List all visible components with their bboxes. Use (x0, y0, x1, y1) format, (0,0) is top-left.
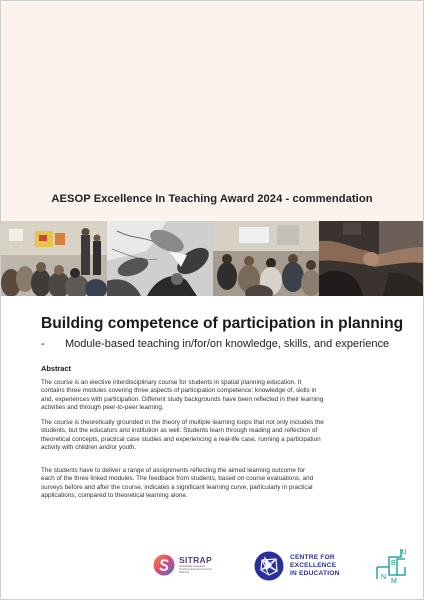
header-band (1, 1, 423, 221)
text-line: and, experiences with participation. Different study backgrounds have been reflected in their learning (41, 395, 324, 403)
subtitle (41, 338, 389, 350)
cfe-line-3: IN EDUCATION (290, 569, 340, 577)
nmbu-letter-n: N (381, 574, 387, 581)
text-line: The course is theoretically grounded in the theory of multiple learning loops that not only includes the (41, 419, 324, 426)
award-title: AESOP Excellence In Teaching Award 2024 - commendation (51, 193, 373, 205)
nmbu-logo (371, 545, 411, 585)
cfe-mark-icon (254, 551, 284, 581)
photo-strip (1, 221, 423, 296)
subtitle-text: Module-based teaching in/for/on knowledge, skills, and experience (65, 338, 390, 350)
sitrap-name: SITRAP (179, 554, 212, 565)
cfe-line-2: EXCELLENCE (290, 562, 337, 570)
text-line: activities and through peer-to-peer learning. (41, 404, 164, 412)
text-line: The students have to deliver a range of assignments reflecting the aimed learning outcome for (41, 467, 306, 474)
cfe-line-1: CENTRE FOR (290, 554, 335, 562)
nmbu-letter-m: M (391, 578, 397, 585)
text-line: applications, compared to theoretical learning alone. (41, 492, 188, 500)
subtitle-dash: - (41, 338, 45, 350)
abstract-paragraph-1 (41, 379, 387, 413)
photo-group-activity (319, 221, 423, 296)
nmbu-mark-icon (371, 545, 411, 585)
text-line: contains three modules covering three aspects of participation competence: knowledge of, skills in (41, 387, 317, 395)
abstract-heading: Abstract (41, 364, 71, 373)
sitrap-subtitle: Sustainable Integrated Transformation And Action in Planning (179, 564, 213, 575)
text-line: students, but the educators and institution as well. Students learn through reading and reflection of (41, 427, 318, 435)
text-line: surveys before and after the course, indicates a significant learning curve, particularly in practical (41, 483, 313, 491)
photo-mapping-workshop (107, 221, 213, 296)
sitrap-mark-icon (153, 554, 175, 576)
text-line: each of the three linked modules. The feedback from students, based on course evaluations, and (41, 475, 314, 483)
sitrap-logo (153, 554, 219, 576)
photo-classroom (1, 221, 107, 296)
nmbu-letter-b: B (391, 560, 396, 567)
abstract-paragraph-2 (41, 419, 387, 453)
text-line: theoretical concepts, practical case studies and experiencing a real-life case, running a participation (41, 435, 321, 443)
abstract-paragraph-3 (41, 467, 387, 501)
main-title: Building competence of participation in planning (41, 315, 404, 332)
photo-lecture-hall (213, 221, 319, 296)
text-line: activity with children and/or youth. (41, 444, 137, 452)
nmbu-letter-u: U (401, 549, 407, 556)
text-line: The course is an elective interdisciplinary course for students in spatial planning education. It (41, 379, 302, 386)
cfe-logo (254, 551, 340, 581)
